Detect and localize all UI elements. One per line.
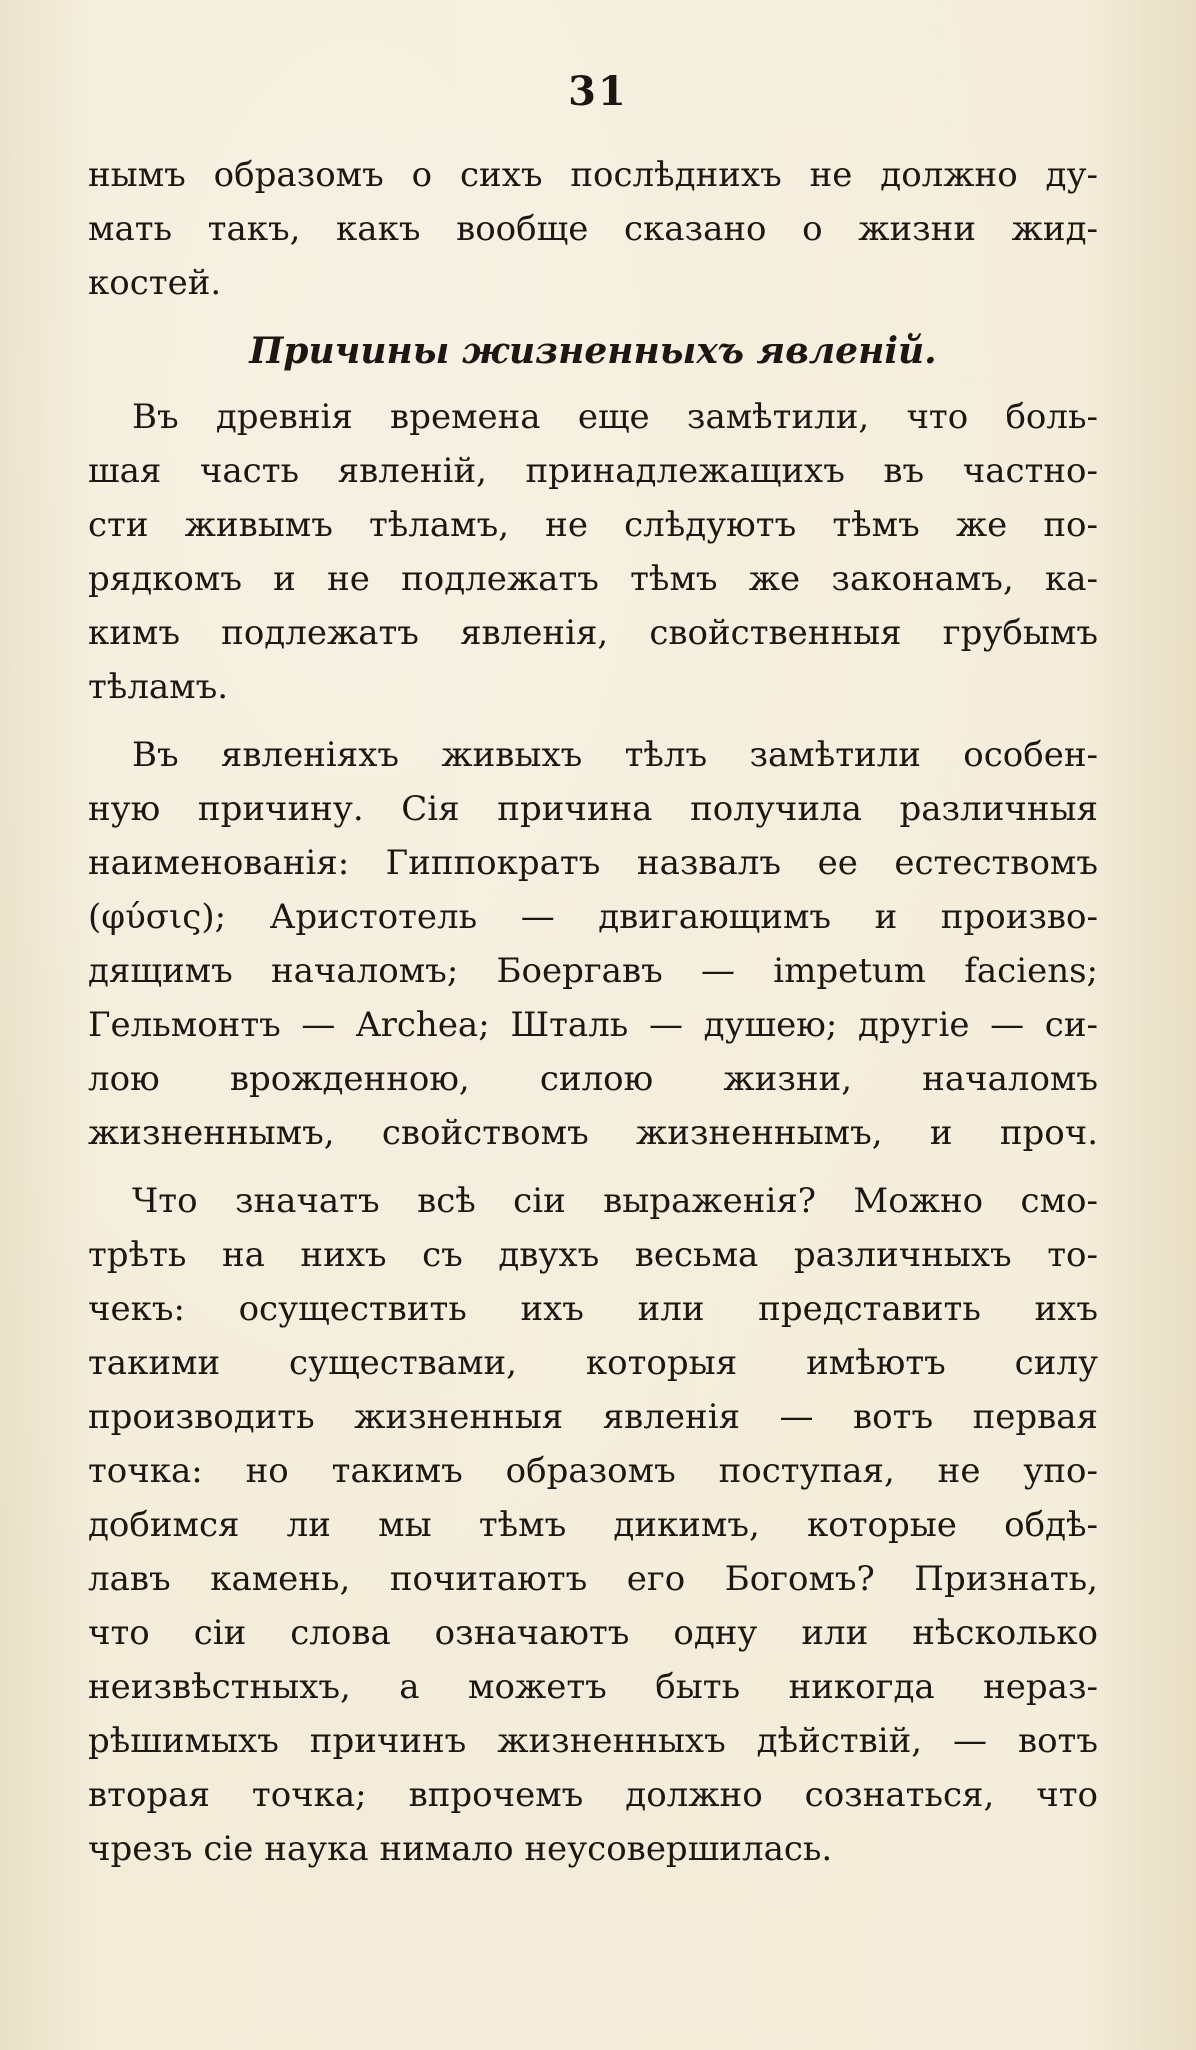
text-line: неизвѣстныхъ, а можетъ быть никогда нераз-: [88, 1667, 1098, 1707]
text-line: рѣшимыхъ причинъ жизненныхъ дѣйствій, — вотъ: [88, 1721, 1098, 1761]
text-line: тѣламъ.: [88, 667, 229, 707]
text-line: лавъ камень, почитаютъ его Богомъ? Признать,: [88, 1559, 1098, 1599]
text-line: рядкомъ и не подлежатъ тѣмъ же законамъ, ка-: [88, 559, 1098, 599]
text-line: Что значатъ всѣ сіи выраженія? Можно смо-: [132, 1181, 1098, 1221]
text-line: добимся ли мы тѣмъ дикимъ, которые обдѣ-: [88, 1505, 1098, 1545]
text-line: Въ явленіяхъ живыхъ тѣлъ замѣтили особен-: [132, 735, 1098, 775]
text-line: наименованія: Гиппократъ назвалъ ее естествомъ: [88, 843, 1098, 883]
text-line: костей.: [88, 263, 222, 303]
text-line: производить жизненныя явленія — вотъ первая: [88, 1397, 1098, 1437]
text-line: ную причину. Сія причина получила различныя: [88, 789, 1098, 829]
text-line: вторая точка; впрочемъ должно сознаться, что: [88, 1775, 1098, 1815]
section-heading: Причины жизненныхъ явленій.: [249, 330, 937, 372]
text-line: Гельмонтъ — Archea; Шталь — душею; другіе — си-: [88, 1005, 1098, 1045]
page-text: [88, 148, 1098, 1876]
text-line: кимъ подлежатъ явленія, свойственныя грубымъ: [88, 613, 1098, 653]
text-line: нымъ образомъ о сихъ послѣднихъ не должно ду-: [88, 155, 1098, 195]
paragraph-3: [88, 1174, 1098, 1876]
page-number: 31: [568, 68, 628, 115]
text-line: точка: но такимъ образомъ поступая, не упо-: [88, 1451, 1098, 1491]
text-line: Въ древнія времена еще замѣтили, что боль-: [132, 397, 1098, 437]
text-line: мать такъ, какъ вообще сказано о жизни жид-: [88, 209, 1098, 249]
text-line: дящимъ началомъ; Боергавъ — impetum faciens;: [88, 951, 1098, 991]
text-line: сти живымъ тѣламъ, не слѣдуютъ тѣмъ же по-: [88, 505, 1098, 545]
text-line: шая часть явленій, принадлежащихъ въ частно-: [88, 451, 1098, 491]
text-line: такими существами, которыя имѣютъ силу: [88, 1343, 1098, 1383]
paragraph-continued: [88, 148, 1098, 310]
text-line: трѣть на нихъ съ двухъ весьма различныхъ то-: [88, 1235, 1098, 1275]
text-line: жизненнымъ, свойствомъ жизненнымъ, и проч.: [88, 1113, 1098, 1153]
paragraph-2: [88, 728, 1098, 1160]
paragraph-1: [88, 390, 1098, 714]
text-line: (φύσις); Аристотель — двигающимъ и произво-: [88, 897, 1098, 937]
text-line: что сіи слова означаютъ одну или нѣсколько: [88, 1613, 1098, 1653]
text-line: лою врожденною, силою жизни, началомъ: [88, 1059, 1098, 1099]
text-line: чрезъ сіе наука нимало неусовершилась.: [88, 1829, 833, 1869]
text-line: чекъ: осуществить ихъ или представить ихъ: [88, 1289, 1098, 1329]
